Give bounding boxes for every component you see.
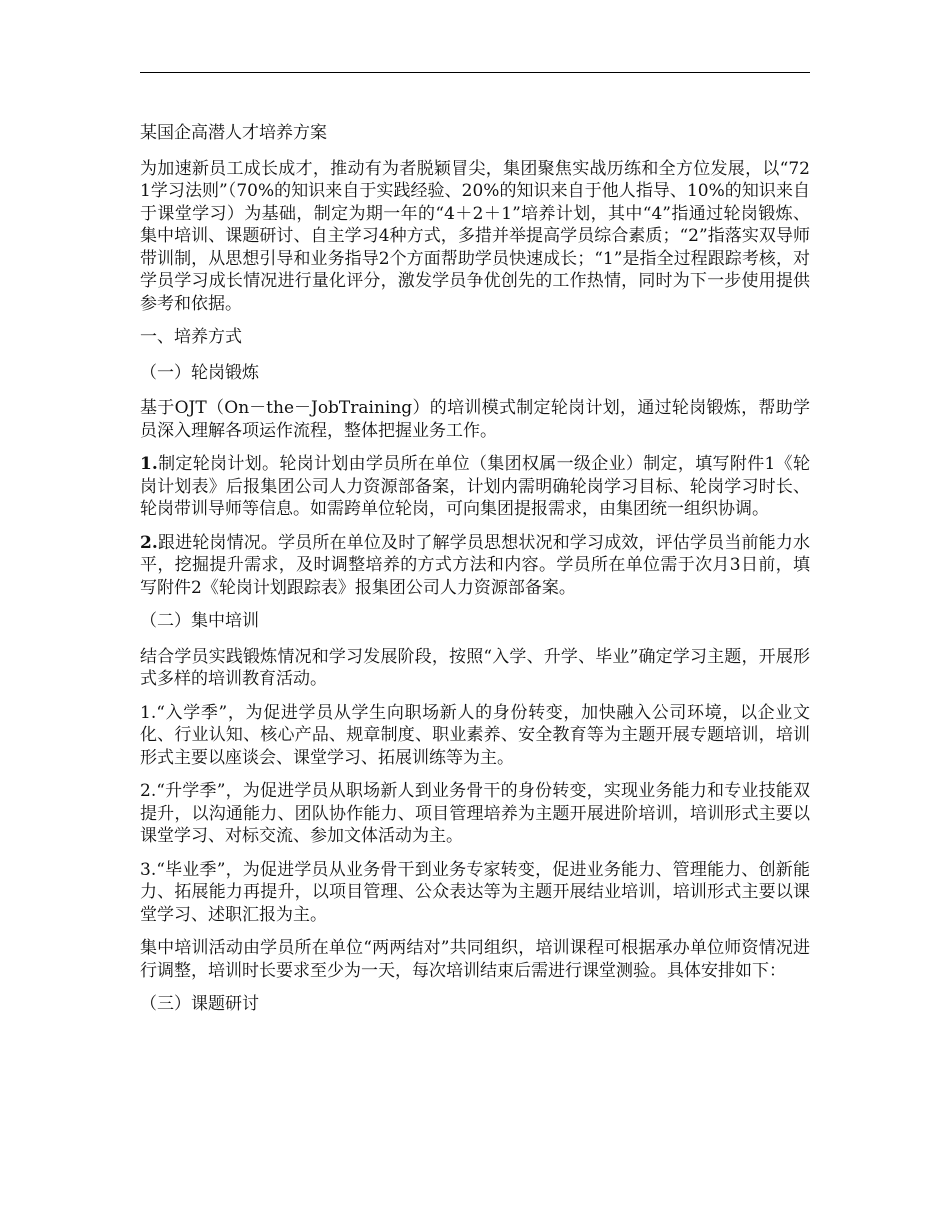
centralized-training-intro-paragraph: 结合学员实践锻炼情况和学习发展阶段，按照“入学、升学、毕业”确定学习主题，开展形式多样的培训教育活动。 bbox=[140, 646, 810, 689]
job-rotation-item-1 bbox=[140, 453, 810, 521]
item-text: 制定轮岗计划。轮岗计划由学员所在单位（集团权属一级企业）制定，填写附件1《轮岗计划表》后报集团公司人力资源部备案，计划内需明确轮岗学习目标、轮岗学习时长、轮岗带训导师等信息。如需跨单位轮岗，可向集团提报需求，由集团统一组织协调。 bbox=[140, 454, 810, 519]
subsection-heading-topic-research: （三）课题研讨 bbox=[140, 994, 259, 1014]
centralized-training-item-3: 3.“毕业季”，为促进学员从业务骨干到业务专家转变，促进业务能力、管理能力、创新能力、拓展能力再提升，以项目管理、公众表达等为主题开展结业培训，培训形式主要以课堂学习、述职汇报为主。 bbox=[140, 859, 810, 925]
subsection-heading-job-rotation: （一）轮岗锻炼 bbox=[140, 362, 259, 383]
job-rotation-intro-paragraph: 基于OJT（On－the－JobTraining）的培训模式制定轮岗计划，通过轮岗锻炼，帮助学员深入理解各项运作流程，整体把握业务工作。 bbox=[140, 398, 810, 441]
header-rule bbox=[140, 72, 810, 73]
item-number: 2. bbox=[140, 532, 158, 553]
document-body bbox=[140, 122, 810, 1029]
centralized-training-closing-paragraph: 集中培训活动由学员所在单位“两两结对”共同组织，培训课程可根据承办单位师资情况进行调整，培训时长要求至少为一天，每次培训结束后需进行课堂测验。具体安排如下： bbox=[140, 938, 810, 981]
item-text: 跟进轮岗情况。学员所在单位及时了解学员思想状况和学习成效，评估学员当前能力水平，挖掘提升需求，及时调整培养的方式方法和内容。学员所在单位需于次月3日前，填写附件2《轮岗计划跟踪表》报集团公司人力资源部备案。 bbox=[140, 532, 810, 598]
centralized-training-item-1: 1.“入学季”，为促进学员从学生向职场新人的身份转变，加快融入公司环境，以企业文化、行业认知、核心产品、规章制度、职业素养、安全教育等为主题开展专题培训，培训形式主要以座谈会、课堂学习、拓展训练等为主。 bbox=[140, 702, 810, 768]
intro-paragraph: 为加速新员工成长成才，推动有为者脱颖冒尖，集团聚焦实战历练和全方位发展，以“721学习法则”（70%的知识来自于实践经验、20%的知识来自于他人指导、10%的知识来自于课堂学习）为基础，制定为期一年的“4＋2＋1”培养计划，其中“4”指通过轮岗锻炼、集中培训、课题研讨、自主学习4种方式，多措并举提高学员综合素质；“2”指落实双导师带训制，从思想引导和业务指导2个方面帮助学员快速成长；“1”是指全过程跟踪考核，对学员学习成长情况进行量化评分，激发学员争优创先的工作热情，同时为下一步使用提供参考和依据。 bbox=[140, 158, 810, 314]
job-rotation-item-2 bbox=[140, 532, 810, 600]
section-heading-training-methods: 一、培养方式 bbox=[140, 327, 242, 347]
centralized-training-item-2: 2.“升学季”，为促进学员从职场新人到业务骨干的身份转变，实现业务能力和专业技能双提升，以沟通能力、团队协作能力、项目管理培养为主题开展进阶培训，培训形式主要以课堂学习、对标交流、参加文体活动为主。 bbox=[140, 781, 810, 846]
item-number: 1. bbox=[140, 454, 158, 474]
subsection-heading-centralized-training: （二）集中培训 bbox=[140, 611, 259, 631]
document-title: 某国企高潜人才培养方案 bbox=[140, 123, 327, 143]
